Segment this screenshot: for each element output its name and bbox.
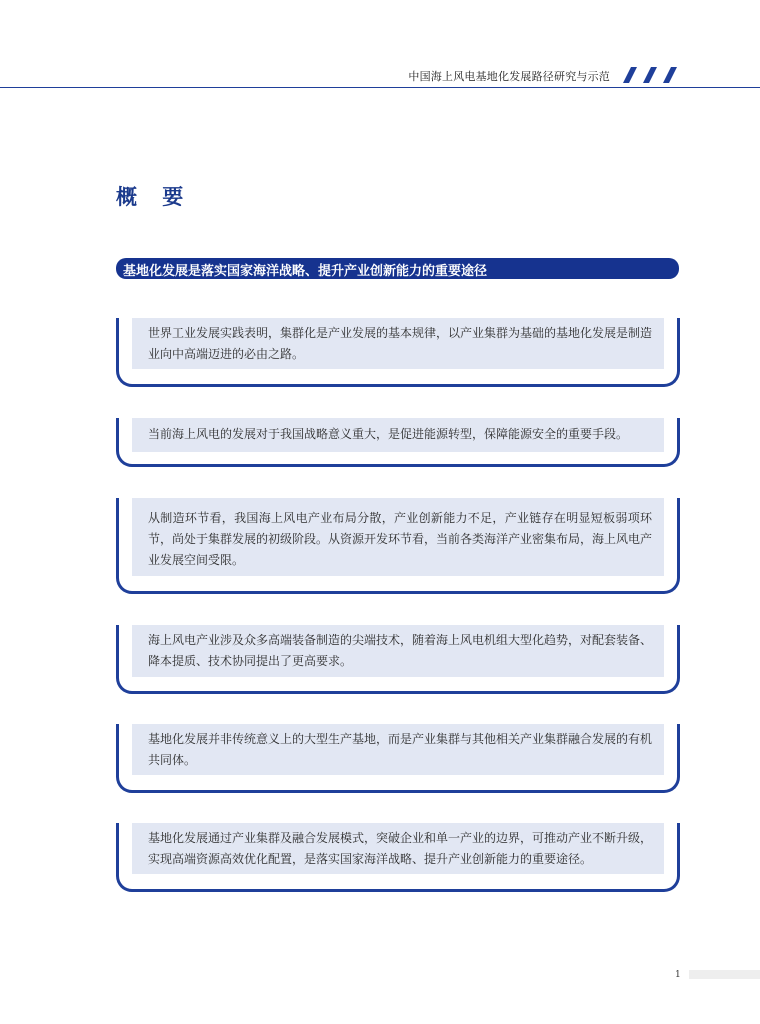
card-text: 当前海上风电的发展对于我国战略意义重大，是促进能源转型，保障能源安全的重要手段。 xyxy=(148,427,629,441)
summary-card-5 xyxy=(116,724,680,793)
page-tab xyxy=(689,970,760,979)
triple-slash-icon xyxy=(621,65,683,85)
card-text: 世界工业发展实践表明，集群化是产业发展的基本规律，以产业集群为基础的基地化发展是制造业向中高端迈进的必由之路。 xyxy=(148,326,653,361)
page-title: 概 要 xyxy=(116,184,193,209)
summary-card-2 xyxy=(116,418,680,467)
card-text: 基地化发展通过产业集群及融合发展模式，突破企业和单一产业的边界，可推动产业不断升级，实现高端资源高效优化配置，是落实国家海洋战略、提升产业创新能力的重要途径。 xyxy=(148,831,653,866)
card-text: 从制造环节看，我国海上风电产业布局分散，产业创新能力不足，产业链存在明显短板弱项环节，尚处于集群发展的初级阶段。从资源开发环节看，当前各类海洋产业密集布局，海上风电产业发展空间受限。 xyxy=(148,511,653,567)
card-text: 基地化发展并非传统意义上的大型生产基地，而是产业集群与其他相关产业集群融合发展的有机共同体。 xyxy=(148,732,653,767)
summary-card-3 xyxy=(116,498,680,594)
summary-card-1 xyxy=(116,318,680,387)
header-rule xyxy=(0,87,760,88)
section-banner xyxy=(116,258,679,279)
header-title: 中国海上风电基地化发展路径研究与示范 xyxy=(408,70,610,83)
page-number: 1 xyxy=(675,970,681,980)
summary-card-4 xyxy=(116,625,680,694)
card-text: 海上风电产业涉及众多高端装备制造的尖端技术，随着海上风电机组大型化趋势，对配套装备、降本提质、技术协同提出了更高要求。 xyxy=(148,633,653,668)
summary-card-6 xyxy=(116,823,680,892)
section-banner-text: 基地化发展是落实国家海洋战略、提升产业创新能力的重要途径 xyxy=(123,264,488,279)
